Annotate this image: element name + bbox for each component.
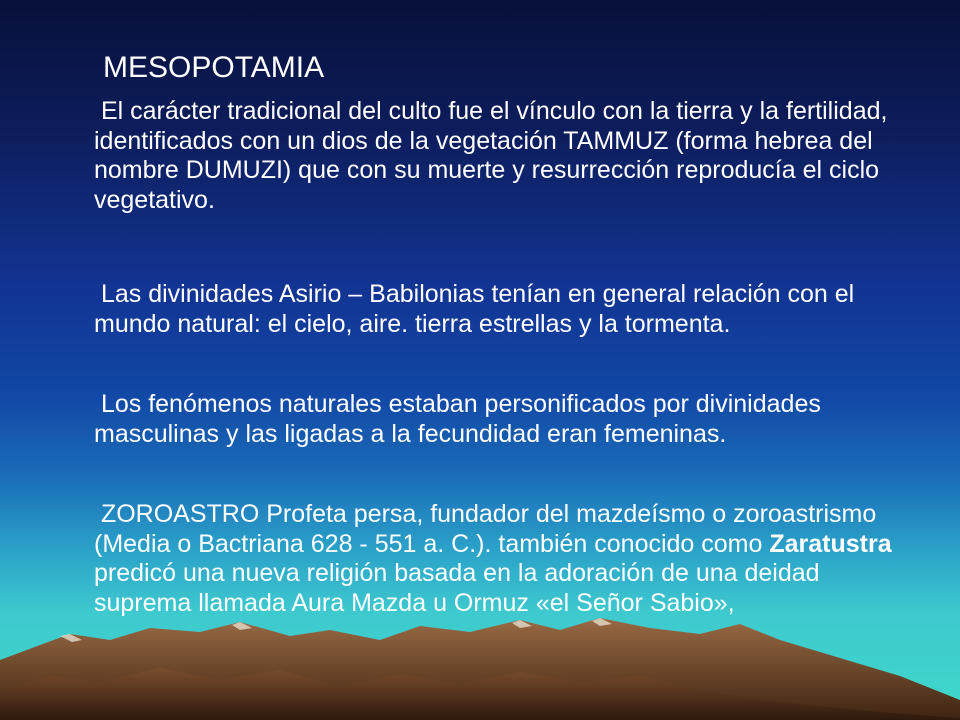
paragraph-divinidades: Las divinidades Asirio – Babilonias tenían en general relación con el mundo natural: el cielo, aire. tierra estrellas y la tormenta. xyxy=(94,280,855,338)
zoroastro-text-end: predicó una nueva religión basada en la adoración de una deidad suprema llamada Aura Mazda u Ormuz «el Señor Sabio», xyxy=(94,559,820,617)
slide-title: MESOPOTAMIA xyxy=(103,51,325,84)
paragraph-fenomenos: Los fenómenos naturales estaban personificados por divinidades masculinas y las ligadas a la fecundidad eran femeninas. xyxy=(94,390,821,448)
paragraph-culto: El carácter tradicional del culto fue el vínculo con la tierra y la fertilidad, identificados con un dios de la vegetación TAMMUZ (forma hebrea del nombre DUMUZI) que con su muerte y resurrección reproducía el ciclo vegetativo. xyxy=(94,97,888,214)
paragraph-zoroastro xyxy=(94,500,904,618)
zoroastro-text-start: ZOROASTRO Profeta persa, fundador del mazdeísmo o zoroastrismo (Media o Bactriana 628 - 551 a. C.). también conocido como xyxy=(94,500,877,558)
zaratustra-bold: Zaratustra xyxy=(769,529,892,558)
